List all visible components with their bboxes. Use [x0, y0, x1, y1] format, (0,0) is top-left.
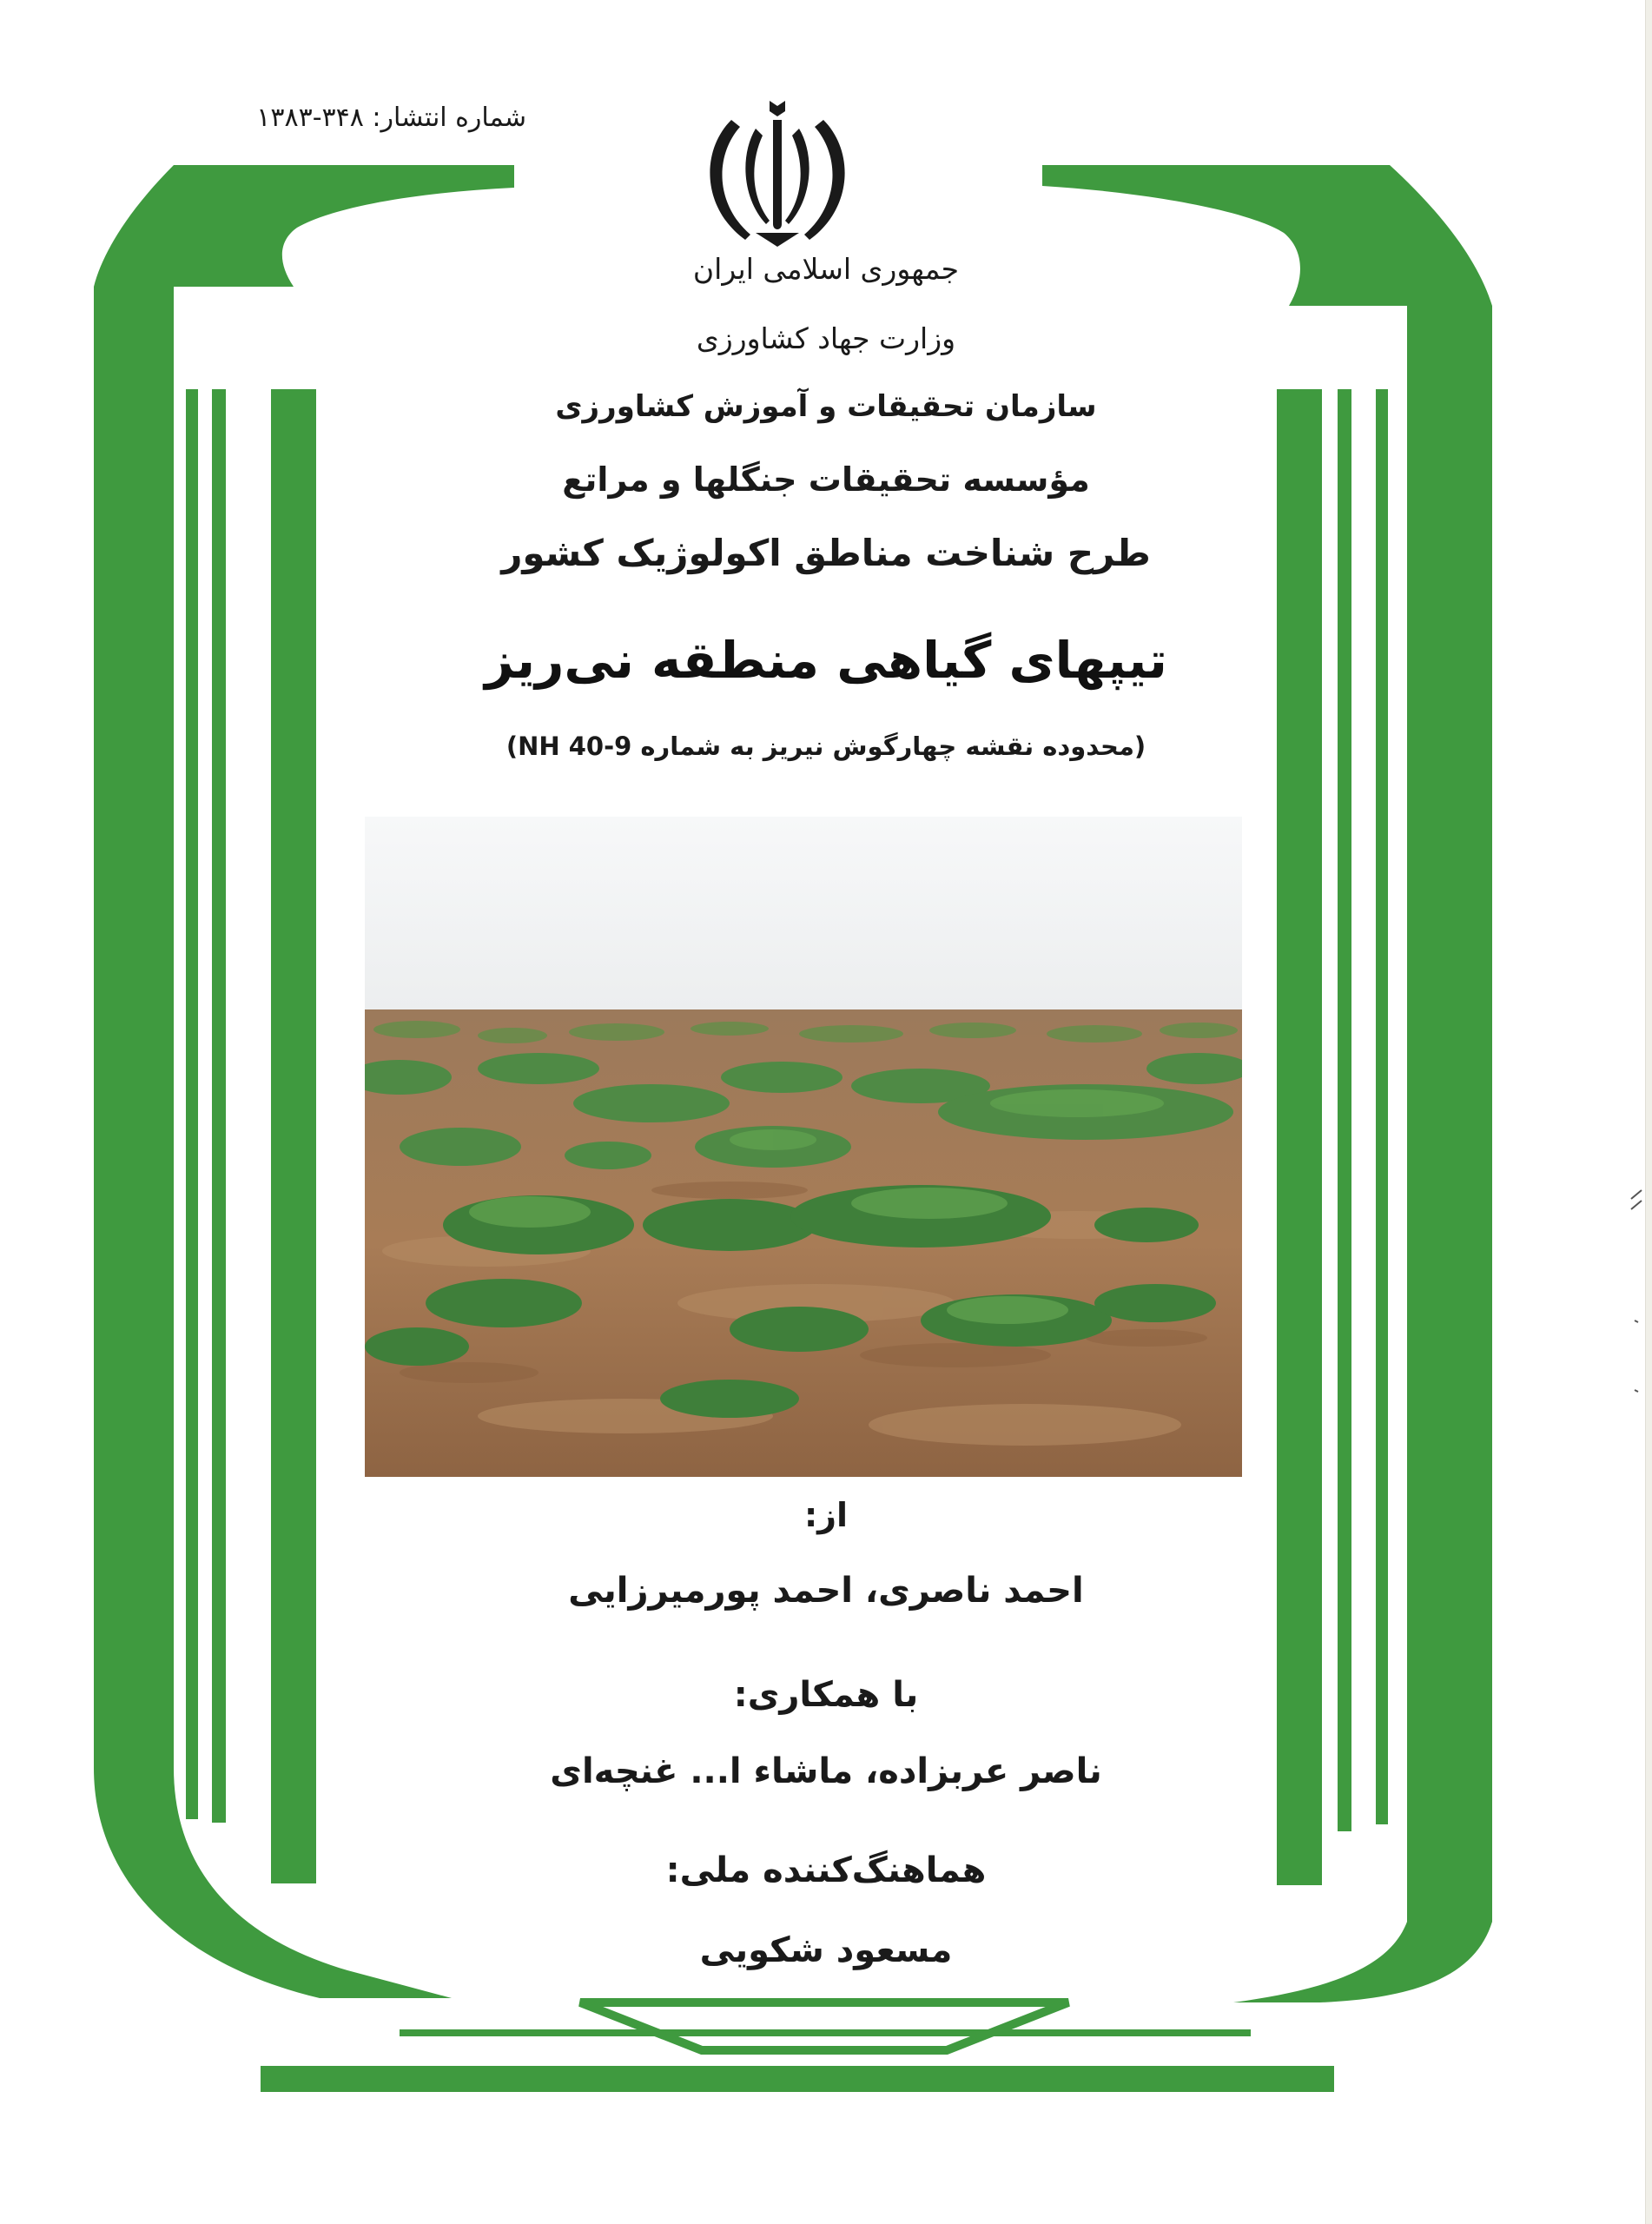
- frame-bottom-band: [261, 2066, 1334, 2092]
- country-name: جمهوری اسلامی ایران: [692, 252, 960, 286]
- landscape-photo: [365, 817, 1242, 1477]
- ministry-name: وزارت جهاد کشاورزی: [696, 321, 956, 355]
- page-edge-marks: [1626, 1164, 1647, 1477]
- institute-name: مؤسسه تحقیقات جنگلها و مراتع: [562, 460, 1090, 499]
- page-edge: [1645, 0, 1652, 2224]
- publication-number: شماره انتشار: ۳۴۸-۱۳۸۳: [256, 103, 526, 133]
- frame-right-bar-2: [1338, 389, 1351, 1831]
- frame-bottom-ornament: [580, 2002, 1068, 2050]
- collaborators: ناصر عربزاده، ماشاء ا... غنچه‌ای: [550, 1751, 1102, 1791]
- iran-emblem-icon: [695, 94, 860, 250]
- frame-left-bar-4: [271, 389, 316, 1883]
- collaboration-label: با همکاری:: [733, 1675, 919, 1715]
- coordinator-name: مسعود شکویی: [699, 1930, 953, 1970]
- authors: احمد ناصری، احمد پورمیرزایی: [568, 1571, 1084, 1611]
- by-label: از:: [803, 1496, 849, 1534]
- project-name: طرح شناخت مناطق اکولوژیک کشور: [501, 532, 1151, 574]
- frame-right-bar-1: [1277, 389, 1322, 1885]
- coordinator-label: هماهنگ‌کننده ملی:: [665, 1850, 987, 1890]
- book-title: تیپهای گیاهی منطقه نی‌ریز: [485, 631, 1167, 690]
- organization-name: سازمان تحقیقات و آموزش کشاورزی: [555, 389, 1097, 424]
- book-subtitle: (محدوده نقشه چهارگوش نیریز به شماره NH 40-9): [506, 731, 1146, 761]
